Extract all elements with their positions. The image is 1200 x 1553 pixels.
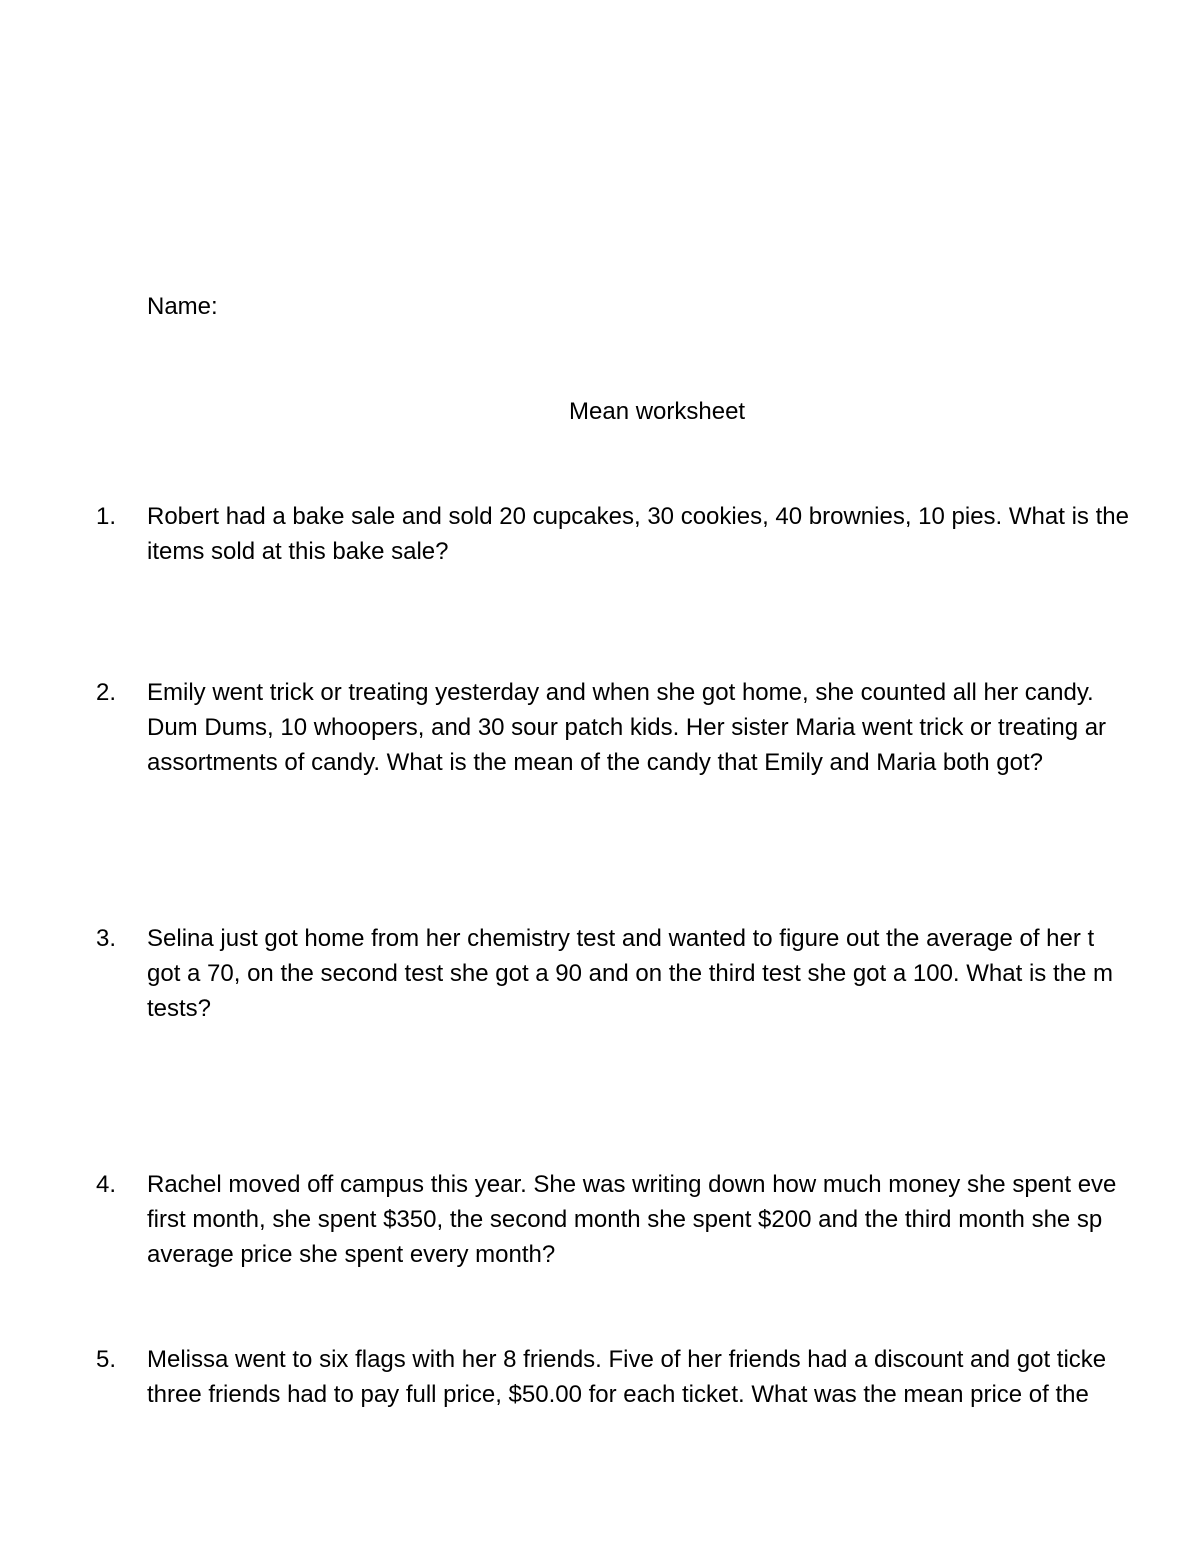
question-number: 4. [96, 1171, 117, 1198]
question-text-line: Rachel moved off campus this year. She was writing down how much money she spent eve [147, 1171, 1117, 1198]
question-text-line: three friends had to pay full price, $50.00 for each ticket. What was the mean price of the [147, 1381, 1089, 1408]
question-text-line: first month, she spent $350, the second month she spent $200 and the third month she sp [147, 1206, 1103, 1233]
question-text-line: Emily went trick or treating yesterday and when she got home, she counted all her candy. [147, 679, 1094, 706]
question-number: 1. [96, 503, 117, 530]
question-number: 5. [96, 1346, 117, 1373]
question-text-line: Melissa went to six flags with her 8 friends. Five of her friends had a discount and got ticke [147, 1346, 1107, 1373]
name-label: Name: [147, 293, 218, 320]
question-number: 2. [96, 679, 117, 706]
question-text-line: Selina just got home from her chemistry test and wanted to figure out the average of her t [147, 925, 1095, 952]
question-text-line: items sold at this bake sale? [147, 538, 449, 565]
question-number: 3. [96, 925, 117, 952]
question-text-line: average price she spent every month? [147, 1241, 556, 1268]
question-text-line: Robert had a bake sale and sold 20 cupcakes, 30 cookies, 40 brownies, 10 pies. What is the [147, 503, 1129, 530]
question-text-line: Dum Dums, 10 whoopers, and 30 sour patch kids. Her sister Maria went trick or treating ar [147, 714, 1107, 741]
page-title: Mean worksheet [569, 398, 746, 425]
question-text-line: tests? [147, 995, 212, 1022]
question-text-line: got a 70, on the second test she got a 90 and on the third test she got a 100. What is the m [147, 960, 1113, 987]
question-text-line: assortments of candy. What is the mean of the candy that Emily and Maria both got? [147, 749, 1044, 776]
